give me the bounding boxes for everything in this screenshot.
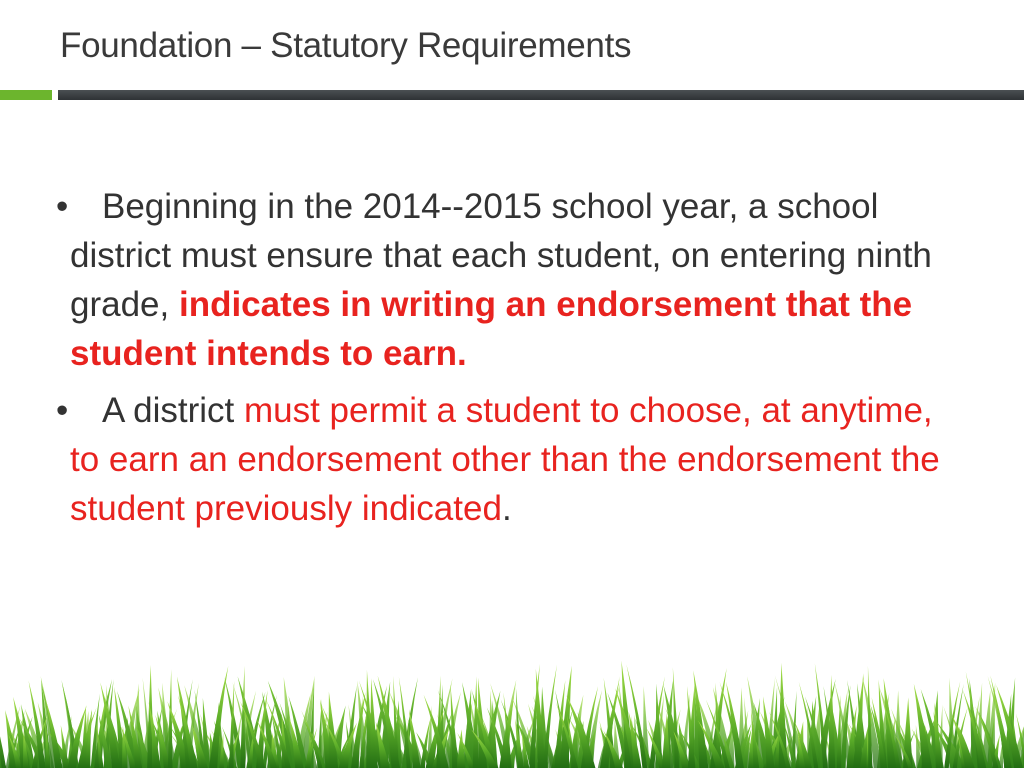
- bullet-item-1: [56, 182, 950, 378]
- title-accent-bar: [0, 90, 52, 100]
- grass-blade: [0, 674, 6, 768]
- bullet-lead-text: Beginning in the 2014--2015 school year, a school district must ensure that each student, on entering ninth grade,: [70, 187, 932, 324]
- bullet-emphasis-text: indicates in writing an endorsement that the student intends to earn.: [70, 285, 913, 373]
- bullet-emphasis-text: must permit a student to choose, at anytime, to earn an endorsement other than the endorsement the student previously indicated: [70, 391, 940, 528]
- slide-body: [56, 182, 950, 541]
- bullet-text: [70, 187, 932, 373]
- grass-blades: [0, 661, 1024, 768]
- title-divider-bar: [58, 90, 1024, 100]
- grass-blade: [329, 692, 339, 768]
- bullet-trail-text: .: [501, 489, 512, 528]
- bullet-item-2: [56, 386, 950, 533]
- bullet-marker: •: [56, 391, 69, 430]
- grass-blade: [229, 681, 234, 768]
- grass-blade: [168, 669, 173, 768]
- bullet-lead-text: A district: [102, 391, 244, 430]
- bullet-marker: •: [56, 187, 69, 226]
- bullet-text: [70, 391, 940, 528]
- slide-title: Foundation – Statutory Requirements: [60, 26, 632, 65]
- grass-border-decoration: [0, 658, 1024, 768]
